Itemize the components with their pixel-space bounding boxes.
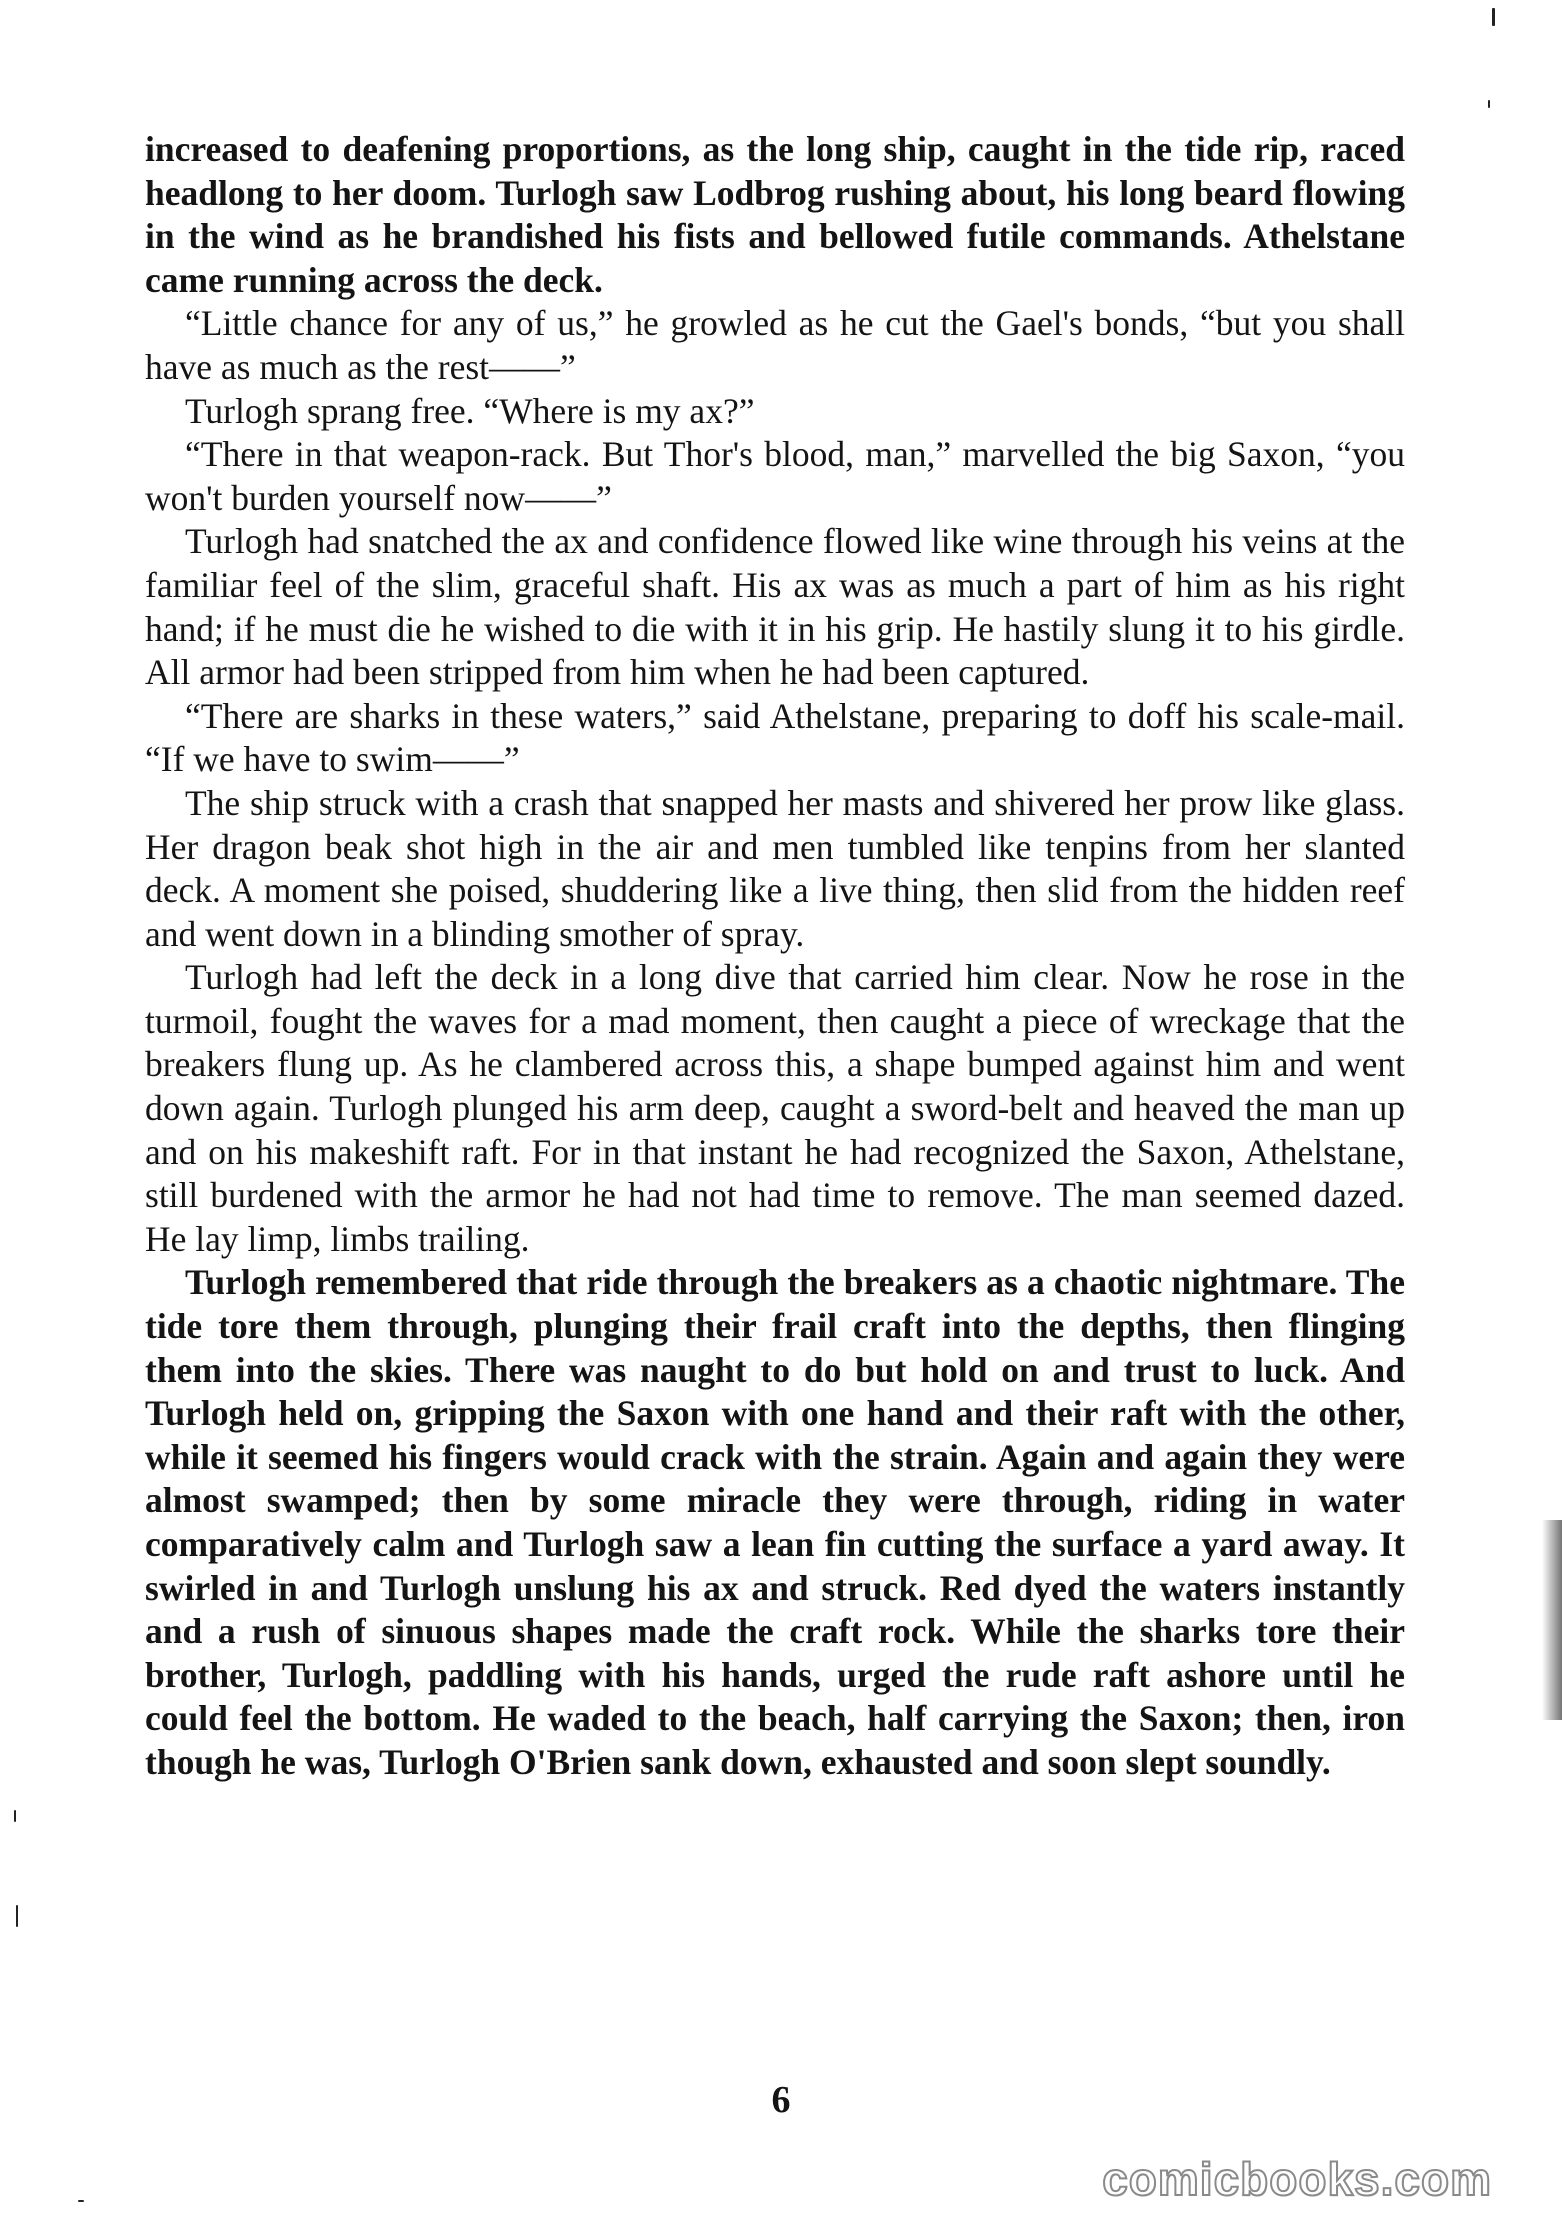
- paragraph-7: The ship struck with a crash that snapped her masts and shivered her prow like glass. Her dragon beak shot high in the air and men tumbled like tenpins from her slanted deck. A moment she poised, shuddering like a live thing, then slid from the hidden reef and went down in a blinding smother of spray.: [145, 782, 1405, 954]
- paragraph-2: “Little chance for any of us,” he growled as he cut the Gael's bonds, “but you shall have as much as the rest——”: [145, 303, 1405, 387]
- scan-speck: [16, 1905, 18, 1927]
- paragraph-4: “There in that weapon-rack. But Thor's blood, man,” marvelled the big Saxon, “you won't burden yourself now——”: [145, 434, 1405, 518]
- paragraph-8: Turlogh had left the deck in a long dive that carried him clear. Now he rose in the turmoil, fought the waves for a mad moment, then caught a piece of wreckage that the breakers flung up. As he clambered across this, a shape bumped against him and went down again. Turlogh plunged his arm deep, caught a sword-belt and heaved the man up and on his makeshift raft. For in that instant he had recognized the Saxon, Athelstane, still burdened with the armor he had not had time to remove. The man seemed dazed. He lay limp, limbs trailing.: [145, 957, 1405, 1259]
- paragraph-1: increased to deafening proportions, as the long ship, caught in the tide rip, raced headlong to her doom. Turlogh saw Lodbrog rushing about, his long beard flowing in the wind as he brandished his fists and bellowed futile commands. Athelstane came running across the deck.: [145, 129, 1405, 300]
- paragraph-3: Turlogh sprang free. “Where is my ax?”: [185, 390, 755, 431]
- watermark-logo: comicbooks.com: [1102, 2153, 1492, 2205]
- scan-speck: [1492, 8, 1495, 26]
- page-edge-shadow: [1542, 1520, 1562, 1720]
- story-text: [145, 128, 1405, 1785]
- paragraph-6: “There are sharks in these waters,” said Athelstane, preparing to doff his scale-mail. “If we have to swim——”: [145, 695, 1405, 780]
- page-number: 6: [771, 2079, 791, 2121]
- scan-speck: [78, 2200, 84, 2202]
- scan-speck: [1488, 100, 1490, 108]
- scan-speck: [14, 1810, 16, 1822]
- paragraph-5: Turlogh had snatched the ax and confidence flowed like wine through his veins at the familiar feel of the slim, graceful shaft. His ax was as much a part of him as his right hand; if he must die he wished to die with it in his grip. He hastily slung it to his girdle. All armor had been stripped from him when he had been captured.: [145, 521, 1405, 693]
- paragraph-9: Turlogh remembered that ride through the breakers as a chaotic nightmare. The tide tore them through, plunging their frail craft into the depths, then flinging them into the skies. There was naught to do but hold on and trust to luck. And Turlogh held on, gripping the Saxon with one hand and their raft with the other, while it seemed his fingers would crack with the strain. Again and again they were almost swamped; then by some miracle they were through, riding in water comparatively calm and Turlogh saw a lean fin cutting the surface a yard away. It swirled in and Turlogh unslung his ax and struck. Red dyed the waters instantly and a rush of sinuous shapes made the craft rock. While the sharks tore their brother, Turlogh, paddling with his hands, urged the rude raft ashore until he could feel the bottom. He waded to the beach, half carrying the Saxon; then, iron though he was, Turlogh O'Brien sank down, exhausted and soon slept soundly.: [145, 1262, 1405, 1782]
